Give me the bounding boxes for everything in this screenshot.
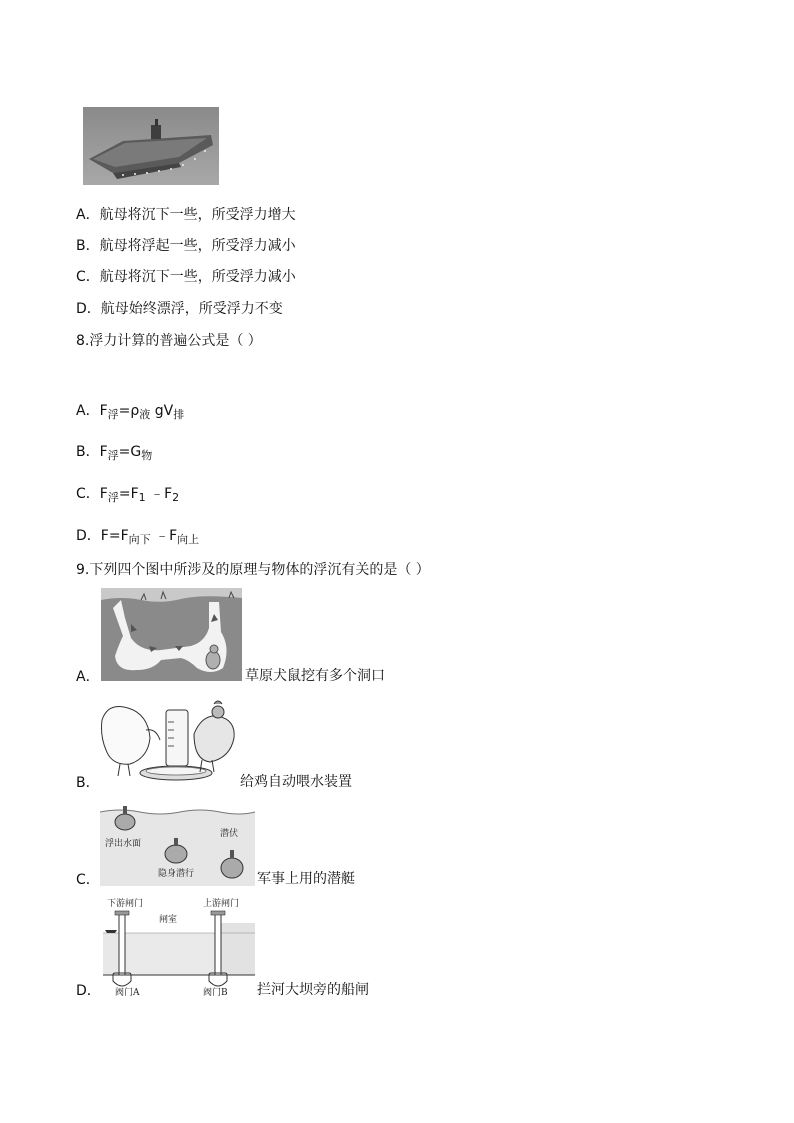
option-text: 航母将沉下一些，所受浮力增大 <box>99 207 296 223</box>
option-text: 航母将沉下一些，所受浮力减小 <box>99 269 296 285</box>
formula-subscript: 物 <box>141 449 153 462</box>
q7-option-d[interactable] <box>76 300 283 318</box>
formula-part: F <box>99 403 108 419</box>
option-letter: C． <box>76 269 100 285</box>
q9-option-d-text: 拦河大坝旁的船闸 <box>257 982 369 998</box>
submarine-figure <box>100 800 255 886</box>
ship-lock-figure <box>103 895 255 999</box>
formula-part: F=F <box>100 528 129 544</box>
q9-option-d-letter[interactable]: D． <box>76 983 101 999</box>
formula-subscript: 向上 <box>177 533 200 546</box>
q9-option-c-text: 军事上用的潜艇 <box>257 871 355 887</box>
option-letter: A． <box>76 403 100 419</box>
formula-part: gV <box>150 403 174 419</box>
prairie-dog-burrow-figure <box>101 588 242 681</box>
chicken-water-feeder-figure <box>98 694 238 784</box>
label-hidden: 隐身潜行 <box>158 869 195 879</box>
label-dive: 潜伏 <box>220 829 239 839</box>
label-valve-b: 阀门B <box>203 988 228 998</box>
formula-part: ﹣F <box>150 528 178 544</box>
option-letter: A． <box>76 207 100 223</box>
option-letter: D． <box>76 528 101 544</box>
label-lower-gate: 下游闸门 <box>107 899 144 909</box>
q9-option-a-text: 草原犬鼠挖有多个洞口 <box>245 668 385 684</box>
option-letter: B． <box>76 238 100 254</box>
q8-option-b[interactable] <box>76 443 152 462</box>
q8-option-c[interactable] <box>76 485 179 504</box>
formula-part: F <box>99 444 108 460</box>
formula-subscript: 浮 <box>107 449 119 462</box>
q9-option-c-letter[interactable]: C． <box>76 872 100 888</box>
q9-option-a-letter[interactable]: A． <box>76 669 100 685</box>
formula-part: F <box>99 486 108 502</box>
q7-option-b[interactable] <box>76 237 296 255</box>
option-text: 航母将浮起一些，所受浮力减小 <box>99 238 296 254</box>
label-valve-a: 阀门A <box>115 988 140 998</box>
formula-subscript: 浮 <box>107 408 119 421</box>
formula-subscript: 1 <box>138 491 146 504</box>
label-chamber: 闸室 <box>159 915 178 925</box>
q8-option-a[interactable] <box>76 402 184 421</box>
label-surface: 浮出水面 <box>105 839 142 849</box>
option-letter: D． <box>76 301 101 317</box>
option-letter: B． <box>76 444 100 460</box>
q9-option-b-letter[interactable]: B． <box>76 775 100 791</box>
formula-part: =G <box>118 444 142 460</box>
formula-part: =F <box>118 486 139 502</box>
formula-subscript: 排 <box>173 408 185 421</box>
q8-option-d[interactable] <box>76 527 199 546</box>
formula-subscript: 向下 <box>128 533 151 546</box>
formula-subscript: 浮 <box>107 491 119 504</box>
formula-part: ﹣F <box>145 486 173 502</box>
q7-option-a[interactable] <box>76 206 296 224</box>
formula-subscript: 液 <box>139 408 151 421</box>
q9-option-b-text: 给鸡自动喂水装置 <box>240 774 352 790</box>
label-upper-gate: 上游闸门 <box>203 899 240 909</box>
q8-stem: 8.浮力计算的普遍公式是（ ） <box>76 333 262 349</box>
option-letter: C． <box>76 486 100 502</box>
option-text: 航母始终漂浮，所受浮力不变 <box>100 301 283 317</box>
formula-subscript: 2 <box>172 491 180 504</box>
q7-option-c[interactable] <box>76 268 296 286</box>
q9-stem: 9.下列四个图中所涉及的原理与物体的浮沉有关的是（ ） <box>76 562 430 578</box>
aircraft-carrier-photo <box>83 107 219 185</box>
formula-part: =ρ <box>118 403 140 419</box>
